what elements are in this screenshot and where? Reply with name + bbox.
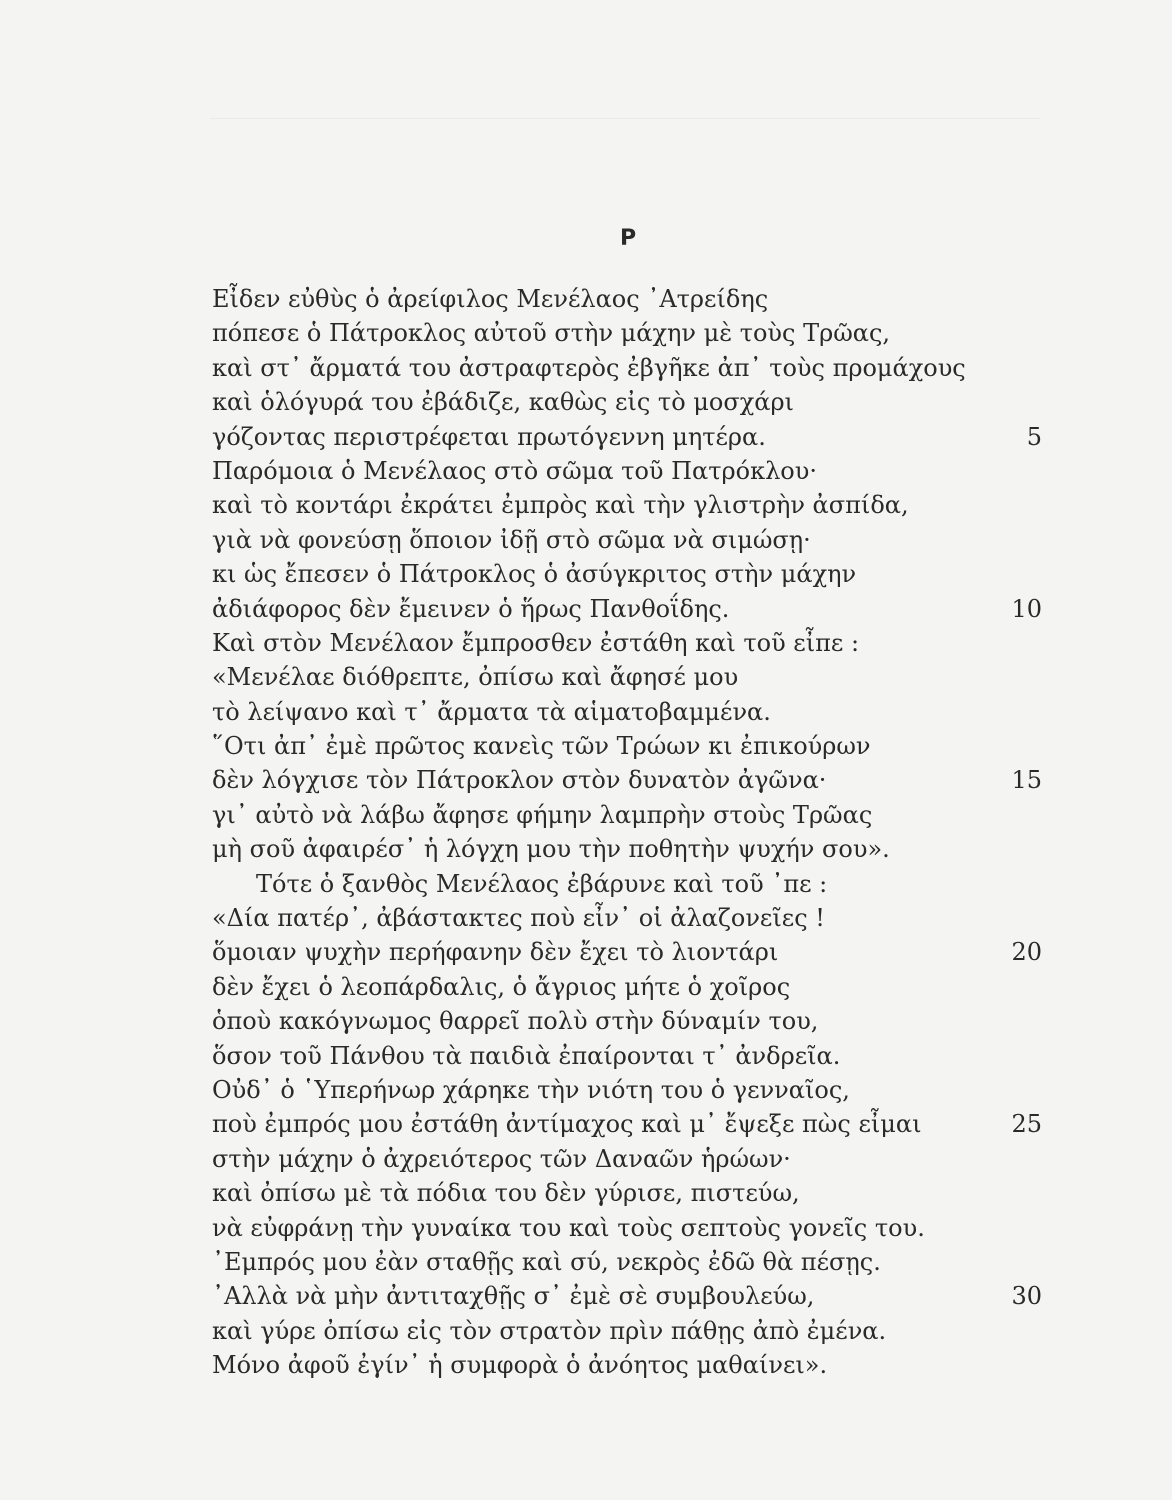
verse-line — [212, 660, 1042, 694]
verse-line — [212, 626, 1042, 660]
verse-text: ὅσον τοῦ Πάνθου τὰ παιδιὰ ἐπαίρονται τ᾿ ἀνδρεῖα. — [212, 1041, 841, 1070]
verse-text: ῞Οτι ἀπ᾿ ἐμὲ πρῶτος κανεὶς τῶν Τρώων κι ἐπικούρων — [212, 732, 871, 761]
verse-line — [212, 1176, 1042, 1210]
verse-text: ὅμοιαν ψυχὴν περήφανην δὲν ἔχει τὸ λιοντάρι — [212, 938, 779, 967]
verse-text: κι ὡς ἔπεσεν ὁ Πάτροκλος ὁ ἀσύγκριτος στὴν μάχην — [212, 560, 857, 589]
line-number: 15 — [1011, 766, 1042, 795]
verse-line — [212, 1142, 1042, 1176]
verse-line — [212, 1211, 1042, 1245]
verse-text: ᾿Εμπρός μου ἐὰν σταθῇς καὶ σύ, νεκρὸς ἐδῶ θὰ πέσῃς. — [212, 1247, 881, 1276]
verse-line — [212, 1245, 1042, 1279]
verse-text: καὶ ὁλόγυρά του ἐβάδιζε, καθὼς εἰς τὸ μοσχάρι — [212, 388, 794, 417]
verse-line — [212, 1004, 1042, 1038]
verse-line — [212, 970, 1042, 1004]
verse-text: «Δία πατέρ᾿, ἀβάστακτες ποὺ εἶν᾿ οἱ ἀλαζονεῖες ! — [212, 904, 825, 933]
verse-line — [212, 1073, 1042, 1107]
verse-text: Καὶ στὸν Μενέλαον ἔμπροσθεν ἐστάθη καὶ τοῦ εἶπε : — [212, 628, 860, 657]
verse-text: δὲν λόγχισε τὸν Πάτροκλον στὸν δυνατὸν ἀγῶνα· — [212, 766, 827, 795]
verse-line — [212, 420, 1042, 454]
verse-line — [212, 316, 1042, 350]
line-number: 20 — [1011, 938, 1042, 967]
verse-text: στὴν μάχην ὁ ἀχρειότερος τῶν Δαναῶν ἡρώων· — [212, 1144, 791, 1173]
line-number: 25 — [1011, 1110, 1042, 1139]
poem-text — [212, 282, 1042, 1383]
verse-text: ᾿Αλλὰ νὰ μὴν ἀντιταχθῇς σ᾿ ἐμὲ σὲ συμβουλεύω, — [212, 1282, 815, 1311]
verse-line — [212, 901, 1042, 935]
line-number: 5 — [1026, 422, 1042, 451]
verse-line — [212, 832, 1042, 866]
book-letter-heading: Ρ — [620, 226, 637, 251]
verse-text: ἀδιάφορος δὲν ἔμεινεν ὁ ἥρως Πανθοΐδης. — [212, 594, 730, 623]
verse-line — [212, 695, 1042, 729]
verse-line — [212, 282, 1042, 316]
verse-text: καὶ ὀπίσω μὲ τὰ πόδια του δὲν γύρισε, πιστεύω, — [212, 1179, 800, 1208]
verse-text: πόπεσε ὁ Πάτροκλος αὐτοῦ στὴν μάχην μὲ τοὺς Τρῶας, — [212, 319, 891, 348]
verse-text: δὲν ἔχει ὁ λεοπάρδαλις, ὁ ἄγριος μήτε ὁ χοῖρος — [212, 972, 791, 1001]
verse-line — [212, 454, 1042, 488]
verse-line — [212, 592, 1042, 626]
verse-text: «Μενέλαε διόθρεπτε, ὀπίσω καὶ ἄφησέ μου — [212, 663, 739, 692]
verse-line — [212, 385, 1042, 419]
verse-line — [212, 1279, 1042, 1313]
verse-line — [212, 1039, 1042, 1073]
verse-line — [212, 351, 1042, 385]
verse-line — [212, 1314, 1042, 1348]
verse-text: μὴ σοῦ ἀφαιρέσ᾿ ἡ λόγχη μου τὴν ποθητὴν ψυχήν σου». — [212, 835, 890, 864]
verse-text: ποὺ ἐμπρός μου ἐστάθη ἀντίμαχος καὶ μ᾿ ἔψεξε πὼς εἶμαι — [212, 1110, 922, 1139]
line-number: 10 — [1011, 594, 1042, 623]
show-through-rule — [210, 118, 1040, 119]
verse-text: Εἶδεν εὐθὺς ὁ ἀρείφιλος Μενέλαος ᾿Ατρείδης — [212, 285, 769, 313]
verse-line — [212, 798, 1042, 832]
verse-text: Μόνο ἀφοῦ ἐγίν᾿ ἡ συμφορὰ ὁ ἀνόητος μαθαίνει». — [212, 1351, 828, 1380]
verse-text: Τότε ὁ ξανθὸς Μενέλαος ἐβάρυνε καὶ τοῦ ᾿πε : — [256, 869, 828, 898]
verse-line — [212, 1348, 1042, 1382]
line-number: 30 — [1011, 1282, 1042, 1311]
verse-line — [212, 867, 1042, 901]
verse-text: τὸ λείψανο καὶ τ᾿ ἄρματα τὰ αἱματοβαμμένα. — [212, 697, 771, 726]
verse-text: γιὰ νὰ φονεύσῃ ὅποιον ἰδῇ στὸ σῶμα νὰ σιμώσῃ· — [212, 525, 811, 554]
verse-line — [212, 763, 1042, 797]
verse-line — [212, 729, 1042, 763]
verse-line — [212, 557, 1042, 591]
verse-text: Οὐδ᾿ ὁ ῾Υπερήνωρ χάρηκε τὴν νιότη του ὁ γενναῖος, — [212, 1075, 850, 1104]
verse-line — [212, 935, 1042, 969]
verse-text: καὶ στ᾿ ἄρματά του ἀστραφτερὸς ἐβγῆκε ἀπ᾿ τοὺς προμάχους — [212, 353, 966, 382]
verse-text: ὁποὺ κακόγνωμος θαρρεῖ πολὺ στὴν δύναμίν του, — [212, 1007, 819, 1036]
verse-line — [212, 523, 1042, 557]
verse-text: καὶ τὸ κοντάρι ἐκράτει ἐμπρὸς καὶ τὴν γλιστρὴν ἀσπίδα, — [212, 491, 909, 520]
verse-text: γόζοντας περιστρέφεται πρωτόγεννη μητέρα. — [212, 422, 766, 451]
verse-text: καὶ γύρε ὀπίσω εἰς τὸν στρατὸν πρὶν πάθῃς ἀπὸ ἐμένα. — [212, 1316, 887, 1345]
verse-line — [212, 1107, 1042, 1141]
verse-text: γι᾿ αὐτὸ νὰ λάβω ἄφησε φήμην λαμπρὴν στοὺς Τρῶας — [212, 800, 873, 829]
verse-text: Παρόμοια ὁ Μενέλαος στὸ σῶμα τοῦ Πατρόκλου· — [212, 456, 817, 485]
verse-text: νὰ εὐφράνῃ τὴν γυναίκα του καὶ τοὺς σεπτοὺς γονεῖς του. — [212, 1213, 925, 1242]
verse-line — [212, 488, 1042, 522]
